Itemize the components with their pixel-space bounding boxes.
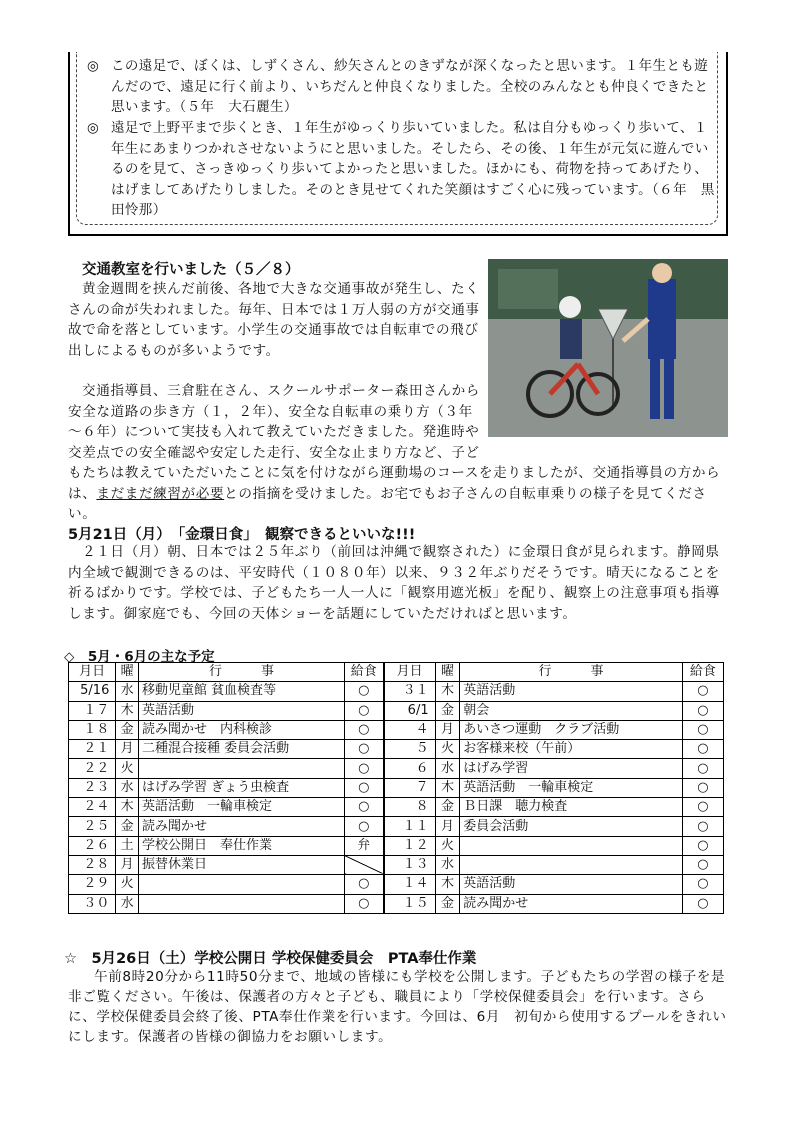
table-cell: ６ (384, 759, 435, 778)
eclipse-title: 5月21日（月） 「金環日食」 観察できるといいな!!! (68, 527, 416, 543)
eclipse-body (68, 542, 728, 624)
table-row (69, 701, 724, 720)
table-cell: １３ (384, 855, 435, 874)
table-cell: ○ (344, 778, 383, 797)
table-cell: ２８ (69, 855, 116, 874)
dashed-frame (76, 52, 718, 225)
schedule-table (68, 662, 724, 914)
table-cell: ○ (682, 836, 723, 855)
table-row (69, 894, 724, 913)
table-cell: 委員会活動 (460, 817, 682, 836)
table-cell: Ｂ日課 聴力検査 (460, 798, 682, 817)
table-cell: ５ (384, 740, 435, 759)
table-cell: ○ (344, 817, 383, 836)
table-cell: 金 (435, 798, 460, 817)
table-cell: ○ (344, 682, 383, 701)
header-cell: 給食 (682, 663, 723, 682)
table-cell: ○ (344, 759, 383, 778)
table-cell: ○ (344, 798, 383, 817)
header-cell: 曜 (435, 663, 460, 682)
table-cell: 火 (116, 875, 139, 894)
photo-float-spacer (480, 381, 728, 443)
table-row (69, 817, 724, 836)
header-cell: 曜 (116, 663, 139, 682)
table-cell: 英語活動 一輪車検定 (460, 778, 682, 797)
table-row (69, 778, 724, 797)
table-cell: 二種混合接種 委員会活動 (139, 740, 345, 759)
table-cell: ○ (344, 720, 383, 739)
table-cell: 土 (116, 836, 139, 855)
table-cell: 朝会 (460, 701, 682, 720)
table-row (69, 855, 724, 874)
table-cell: 火 (435, 740, 460, 759)
table-cell: ○ (344, 701, 383, 720)
table-row (69, 798, 724, 817)
table-cell: ○ (682, 759, 723, 778)
table-cell: 木 (435, 778, 460, 797)
table-cell: １４ (384, 875, 435, 894)
table-cell: 読み聞かせ 内科検診 (139, 720, 345, 739)
table-cell: ８ (384, 798, 435, 817)
comment-1-text: この遠足で、ぼくは、しずくさん、紗矢さんとのきずなが深くなったと思います。１年生とも遊んだので、遠足に行く前より、いちだんと仲良くなりました。全校のみんなとも仲良くできたと思います。（５年 大石麗生） (111, 58, 709, 115)
table-cell: ７ (384, 778, 435, 797)
table-row (69, 720, 724, 739)
table-cell: 弁 (344, 836, 383, 855)
table-cell: 火 (116, 759, 139, 778)
table-cell: ○ (682, 798, 723, 817)
table-cell: ２２ (69, 759, 116, 778)
table-cell: 英語活動 (460, 682, 682, 701)
table-cell: ○ (682, 778, 723, 797)
traffic-title: 交通教室を行いました（５／８） (82, 262, 300, 278)
table-cell (344, 855, 383, 874)
table-cell: 水 (435, 759, 460, 778)
header-cell: 給食 (344, 663, 383, 682)
table-cell: ２４ (69, 798, 116, 817)
table-cell: 月 (435, 817, 460, 836)
table-cell: ○ (682, 817, 723, 836)
table-cell: 火 (435, 836, 460, 855)
table-cell: 水 (435, 855, 460, 874)
open-day-body (68, 967, 730, 1047)
table-cell: お客様来校（午前） (460, 740, 682, 759)
table-cell: ○ (344, 740, 383, 759)
table-row (69, 682, 724, 701)
table-cell (139, 875, 345, 894)
table-cell: ○ (682, 682, 723, 701)
table-header-row (69, 663, 724, 682)
table-cell: ○ (682, 701, 723, 720)
table-row (69, 740, 724, 759)
eclipse-body-text: ２１日（月）朝、日本では２５年ぶり（前回は沖縄で観察された）に金環日食が見られます。静岡県内全域で観測できるのは、平安時代（１０８０年）以来、９３２年ぶりだそうです。晴天になることを祈るばかりです。学校では、子どもたち一人一人に「観察用遮光板」を配り、観察上の注意事項も指導します。御家庭でも、今回の天体ショーを話題にしていただければと思います。 (68, 544, 720, 622)
table-cell: ○ (682, 875, 723, 894)
comment-2 (87, 118, 715, 221)
table-cell (460, 836, 682, 855)
table-cell: あいさつ運動 クラブ活動 (460, 720, 682, 739)
table-cell (139, 894, 345, 913)
table-cell: １２ (384, 836, 435, 855)
table-cell: 月 (116, 740, 139, 759)
comment-1 (87, 56, 715, 118)
table-cell: ○ (682, 855, 723, 874)
table-cell: ２５ (69, 817, 116, 836)
open-day-title: ☆ 5月26日（土）学校公開日 学校保健委員会 PTA奉仕作業 (64, 951, 477, 967)
traffic-p2-text-b: との指摘を受けました。お宅でもお子さんの自転車乗りの様子を見てください。 (68, 485, 707, 522)
table-cell: 6/1 (384, 701, 435, 720)
header-cell: 月日 (69, 663, 116, 682)
traffic-p2 (68, 381, 728, 525)
table-cell: 月 (435, 720, 460, 739)
table-cell: 移動児童館 貧血検査等 (139, 682, 345, 701)
table-row (69, 875, 724, 894)
table-cell: ○ (344, 875, 383, 894)
table-cell: 金 (116, 720, 139, 739)
double-circle-icon: ◎ (87, 120, 100, 136)
header-cell: 行 事 (139, 663, 345, 682)
table-row (69, 759, 724, 778)
table-cell: 木 (435, 682, 460, 701)
open-day-body-text: 午前8時20分から11時50分まで、地域の皆様にも学校を公開します。子どもたちの学習の様子を是非ご覧ください。午後は、保護者の方々と子ども、職員により「学校保健委員会」を行います。さらに、学校保健委員会終了後、PTA奉仕作業を行います。今回は、6月 初旬から使用するプールをきれいにします。保護者の皆様の御協力をお願いします。 (68, 969, 727, 1045)
traffic-p1 (68, 279, 480, 361)
table-cell: 学校公開日 奉仕作業 (139, 836, 345, 855)
table-cell: 木 (116, 798, 139, 817)
table-cell: 水 (116, 778, 139, 797)
table-cell: ２９ (69, 875, 116, 894)
table-cell: 金 (435, 894, 460, 913)
table-cell: ２１ (69, 740, 116, 759)
table-cell: ３１ (384, 682, 435, 701)
table-cell: 読み聞かせ (139, 817, 345, 836)
table-cell: 読み聞かせ (460, 894, 682, 913)
double-circle-icon: ◎ (87, 58, 100, 74)
traffic-p2-underline: まだまだ練習が必要 (96, 485, 225, 502)
table-cell: 英語活動 一輪車検定 (139, 798, 345, 817)
table-cell: ２６ (69, 836, 116, 855)
table-cell: 5/16 (69, 682, 116, 701)
traffic-p2-text-a: 交通指導員、三倉駐在さん、スクールサポーター森田さんから安全な道路の歩き方（１，２年）、安全な自転車の乗り方（３年～６年）について実技も入れて教えていただきました。発進時や交差点での安全確認や安定した走行、安全な止まり方など、子どもたちは教えていただいたことに気を付けながら運動場のコースを走りましたが、交通指導員の方からは、 (68, 383, 721, 502)
table-cell: ４ (384, 720, 435, 739)
table-cell (139, 759, 345, 778)
comment-2-text: 遠足で上野平まで歩くとき、１年生がゆっくり歩いていました。私は自分もゆっくり歩いて、１年生にあまりつかれさせないようにと思いました。そしたら、その後、１年生が元気に遊んでいるのを見て、さっきゆっくり歩いてよかったと思いました。ほかにも、荷物を持ってあげたり、はげましてあげたりしました。そのとき見せてくれた笑顔はすごく心に残っています。（６年 黒田怜那） (111, 120, 715, 218)
table-cell: １８ (69, 720, 116, 739)
table-cell: 振替休業日 (139, 855, 345, 874)
table-cell: 月 (116, 855, 139, 874)
table-cell: １１ (384, 817, 435, 836)
table-cell: ○ (682, 740, 723, 759)
table-cell: １７ (69, 701, 116, 720)
table-cell: ○ (682, 894, 723, 913)
table-cell: はげみ学習 ぎょう虫検査 (139, 778, 345, 797)
table-cell: 木 (116, 701, 139, 720)
table-row (69, 836, 724, 855)
header-cell: 行 事 (460, 663, 682, 682)
table-cell: ３０ (69, 894, 116, 913)
table-cell: ２３ (69, 778, 116, 797)
table-cell: ○ (682, 720, 723, 739)
table-cell: はげみ学習 (460, 759, 682, 778)
table-cell: 水 (116, 682, 139, 701)
student-comments-box (68, 52, 728, 236)
header-cell: 月日 (384, 663, 435, 682)
schedule-rows (69, 682, 724, 914)
table-cell: 木 (435, 875, 460, 894)
table-cell (460, 855, 682, 874)
table-cell: 英語活動 (460, 875, 682, 894)
table-cell: 水 (116, 894, 139, 913)
table-cell: 金 (435, 701, 460, 720)
table-cell: １５ (384, 894, 435, 913)
table-cell: 金 (116, 817, 139, 836)
traffic-p1-text: 黄金週間を挟んだ前後、各地で大きな交通事故が発生し、たくさんの命が失われました。毎年、日本では１万人弱の方が交通事故で命を落としています。小学生の交通事故では自転車での飛び出しによるものが多いようです。 (68, 281, 480, 359)
table-cell: 英語活動 (139, 701, 345, 720)
schedule-title: ◇ 5月・6月の主な予定 (64, 649, 215, 665)
table-cell: ○ (344, 894, 383, 913)
